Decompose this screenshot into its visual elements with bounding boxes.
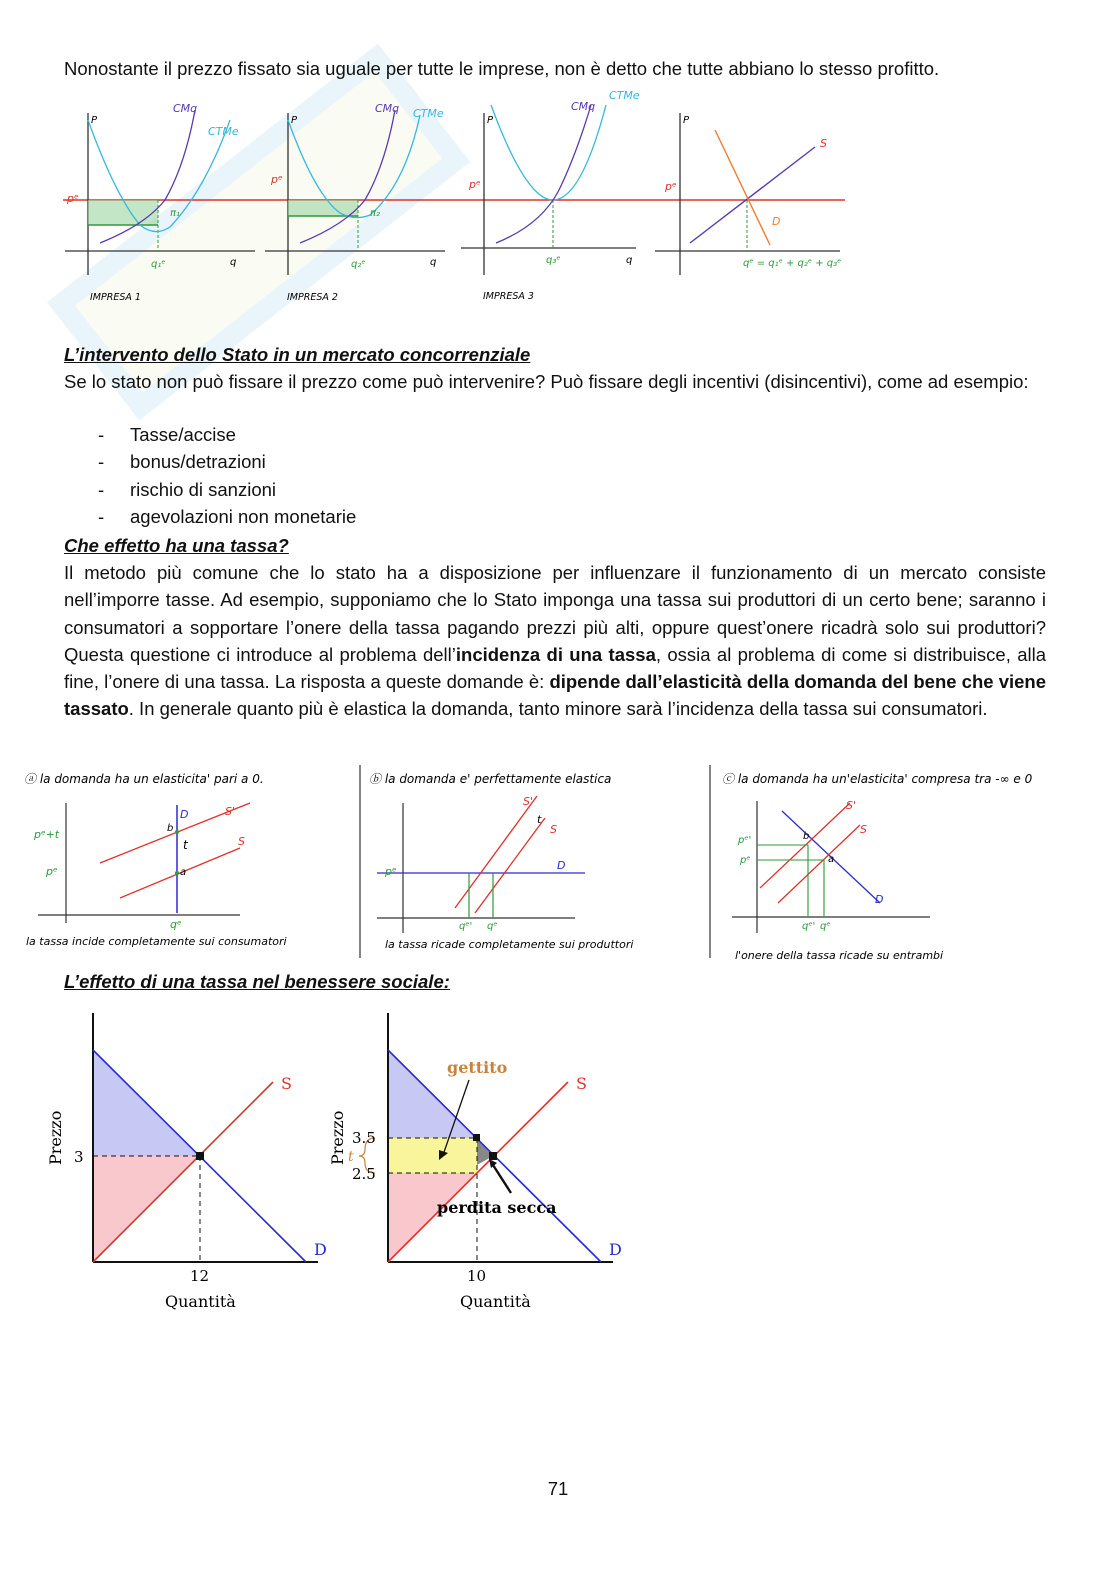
q-tax-label: qᵉ' <box>802 921 816 932</box>
welfare-graph-no-tax <box>46 1013 327 1311</box>
supply-label: S <box>576 1074 587 1093</box>
case-caption: la tassa incide completamente sui consumatori <box>26 935 287 948</box>
point-label: a <box>828 854 835 865</box>
list-item: - bonus/detrazioni <box>64 448 356 475</box>
price-high-label: 3.5 <box>352 1129 376 1147</box>
case-title: ⓒ la domanda ha un'elasticita' compresa tra -∞ e 0 <box>722 772 1033 786</box>
demand-label: D <box>609 1240 622 1259</box>
tax-label: t <box>183 838 188 852</box>
firm-2-graph <box>265 102 445 303</box>
price-label: pᵉ <box>469 178 481 191</box>
point-label: b <box>167 823 174 834</box>
x-axis-label: Quantità <box>460 1292 531 1311</box>
case-c-graph <box>722 772 1033 962</box>
profit-label: π₁ <box>170 208 181 219</box>
q-label: q₁ᵉ <box>151 259 166 270</box>
demand-label: D <box>314 1240 327 1259</box>
market-graph <box>655 113 841 275</box>
axis-p-label: P <box>291 115 298 126</box>
firm-profit-graphs <box>55 85 875 315</box>
section-text-intervento: Se lo stato non può fissare il prezzo come può intervenire? Può fissare degli incentivi (disincentivi), come ad esempio: <box>64 371 1029 392</box>
bold-term: incidenza di una tassa <box>455 643 656 665</box>
firm-label: IMPRESA 3 <box>483 291 534 302</box>
axis-p-label: P <box>91 115 98 126</box>
section-text-tassa: Il metodo più comune che lo stato ha a disposizione per influenzare il funzionamento di un mercato consiste nell’imporre tasse. Ad esempio, supponiamo che lo Stato imponga una tassa sui produttori di un certo bene; saranno i consumatori a sopportare l’onere della tassa pagando prezzi più alti, oppure quest’onere ricadrà solo sui produttori? Questa questione ci introduce al problema dell’incidenza di una tassa, ossia al problema di come si distribuisce, alla fine, l’onere di una tassa. La risposta a queste domande è: dipende dall’elasticità della domanda del bene che viene tassato. In generale quanto più è elastica la domanda, tanto minore sarà l’incidenza della tassa sui consumatori. <box>64 562 1047 720</box>
supply-label: S <box>820 137 827 150</box>
demand-label: D <box>180 808 189 821</box>
q-tax-label: qᵉ' <box>459 921 473 932</box>
case-title: ⓐ la domanda ha un elasticita' pari a 0. <box>24 772 264 786</box>
qty-label: 12 <box>190 1267 210 1285</box>
ctme-label: CTMe <box>609 89 640 102</box>
perdita-secca-label: perdita secca <box>437 1198 557 1217</box>
ctme-label: CTMe <box>413 107 444 120</box>
section-title-tassa: Che effetto ha una tassa? <box>64 535 289 556</box>
page-number: 71 <box>547 1478 569 1499</box>
y-axis-label: Prezzo <box>328 1110 347 1165</box>
profit-label: π₂ <box>370 208 381 219</box>
qty-label: 10 <box>467 1267 487 1285</box>
case-b-graph <box>369 772 633 951</box>
case-caption: la tassa ricade completamente sui produttori <box>385 938 634 951</box>
supply-label: S <box>550 823 557 836</box>
price-label: pᵉ <box>385 865 397 878</box>
gettito-label: gettito <box>447 1058 508 1077</box>
supply-label: S <box>860 823 867 836</box>
list-item: - Tasse/accise <box>64 421 356 448</box>
cm-label: CMq <box>173 102 198 115</box>
welfare-graphs <box>40 1005 640 1325</box>
price-label: 3 <box>74 1148 84 1166</box>
q-label: qᵉ <box>170 918 182 931</box>
tax-incidence-graphs <box>20 763 1100 968</box>
axis-q-label: q <box>230 257 237 268</box>
case-title: ⓑ la domanda e' perfettamente elastica <box>369 772 612 786</box>
price-tax-label: pᵉ' <box>738 835 752 846</box>
axis-p-label: P <box>683 115 690 126</box>
firm-label: IMPRESA 1 <box>90 292 141 303</box>
price-low-label: 2.5 <box>352 1165 376 1183</box>
y-axis-label: Prezzo <box>46 1110 65 1165</box>
welfare-graph-tax <box>328 1013 622 1311</box>
q-label: q₃ᵉ <box>546 255 561 266</box>
bold-term: dipende dall’elasticità della domanda del bene che viene tassato <box>64 671 1047 720</box>
supply-label: S <box>281 1074 292 1093</box>
tax-label: t <box>348 1149 354 1165</box>
supply-tax-label: S' <box>846 799 857 812</box>
list-item: - agevolazioni non monetarie <box>64 503 356 530</box>
supply-tax-label: S' <box>225 805 236 818</box>
case-caption: l'onere della tassa ricade su entrambi <box>735 949 944 962</box>
section-title-intervento: L’intervento dello Stato in un mercato concorrenziale <box>64 344 531 365</box>
cm-label: CMq <box>375 102 400 115</box>
q-label: qᵉ <box>820 921 831 932</box>
point-label: b <box>803 831 810 842</box>
price-label: pᵉ <box>740 855 751 866</box>
demand-label: D <box>557 859 566 872</box>
demand-label: D <box>875 893 884 906</box>
axis-q-label: q <box>430 257 437 268</box>
firm-label: IMPRESA 2 <box>287 292 338 303</box>
incentive-list <box>64 421 356 530</box>
demand-label: D <box>772 215 781 228</box>
axis-p-label: P <box>487 115 494 126</box>
case-a-graph <box>24 772 287 948</box>
price-label: pᵉ <box>46 865 58 878</box>
point-label: a <box>180 867 187 878</box>
tax-label: t <box>537 813 542 826</box>
section-title-benessere: L’effetto di una tassa nel benessere sociale: <box>64 971 450 992</box>
q-eq-label: qᵉ = q₁ᵉ + q₂ᵉ + q₃ᵉ <box>743 258 842 269</box>
cm-label: CMq <box>571 100 596 113</box>
price-label: pᵉ <box>665 180 677 193</box>
axis-q-label: q <box>626 255 633 266</box>
price-label: pᵉ <box>271 173 283 186</box>
q-label: qᵉ <box>487 921 498 932</box>
price-tax-label: pᵉ+t <box>34 828 60 841</box>
x-axis-label: Quantità <box>165 1292 236 1311</box>
firm-3-graph <box>461 89 640 302</box>
q-label: q₂ᵉ <box>351 259 366 270</box>
list-item: - rischio di sanzioni <box>64 476 356 503</box>
firm-1-graph <box>65 102 255 303</box>
price-label: pᵉ <box>67 192 79 205</box>
intro-text: Nonostante il prezzo fissato sia uguale per tutte le imprese, non è detto che tutte abbiano lo stesso profitto. <box>64 58 940 79</box>
supply-tax-label: S' <box>523 795 534 808</box>
ctme-label: CTMe <box>208 125 239 138</box>
supply-label: S <box>238 835 245 848</box>
